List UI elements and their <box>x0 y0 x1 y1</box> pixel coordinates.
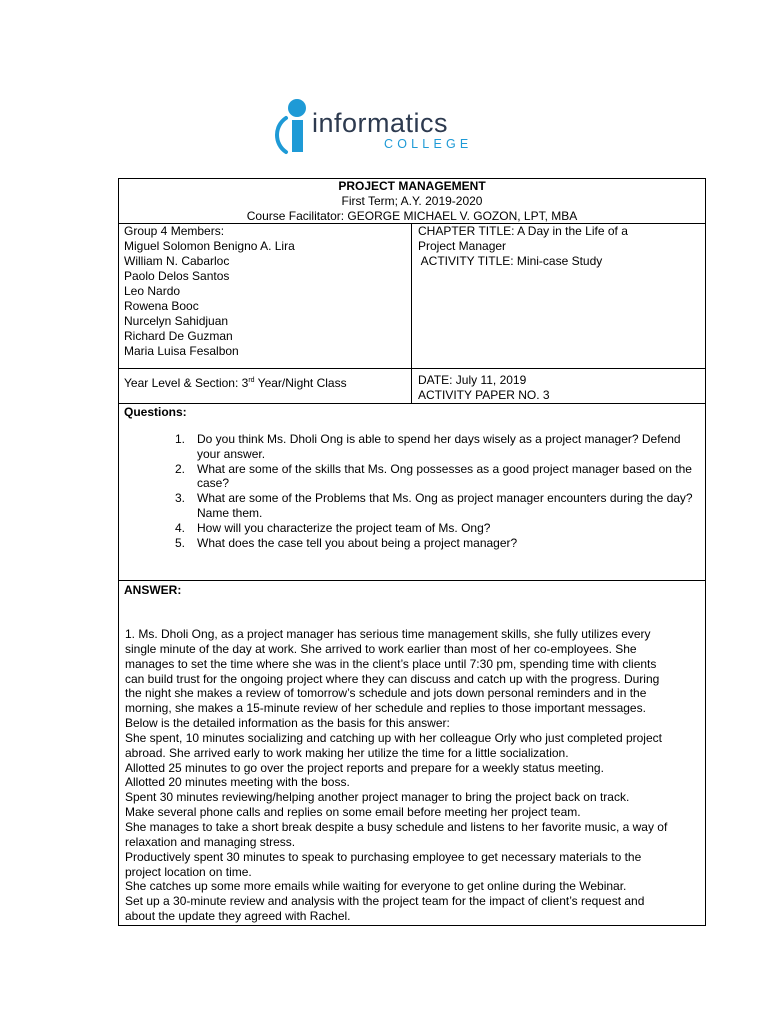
year-level <box>124 373 347 391</box>
year-level-prefix: Year Level & Section: 3 <box>124 376 249 390</box>
question-text: Name them. <box>197 505 263 520</box>
answer-line: 1. Ms. Dholi Ong, as a project manager has serious time management skills, she fully utilizes every <box>125 627 651 641</box>
year-level-ordinal: rd <box>248 377 255 384</box>
member-name: Miguel Solomon Benigno A. Lira <box>124 239 295 253</box>
answer-heading: ANSWER: <box>124 583 182 597</box>
question-number: 5. <box>174 535 185 550</box>
answer-line: abroad. She arrived early to work making her utilize the time for a little socialization. <box>125 745 569 760</box>
answer-line: manages to set the time where she was in the client’s place until 7:30 pm, spending time with clients <box>125 656 657 671</box>
chapter-title-cont: Project Manager <box>418 239 507 253</box>
college-logo <box>272 96 502 160</box>
question-item <box>147 491 707 521</box>
answer-line: can build trust for the ongoing project where they can discuss and catch up with the progress. During <box>125 671 660 686</box>
answer-line: Allotted 25 minutes to go over the project reports and prepare for a weekly status meeting. <box>125 760 604 775</box>
question-item <box>147 536 707 551</box>
member-name: Paolo Delos Santos <box>124 269 230 283</box>
question-text: Do you think Ms. Dholi Ong is able to spend her days wisely as a project manager? Defend <box>197 432 681 446</box>
question-text: case? <box>197 476 230 491</box>
answer-line: single minute of the day at work. She arrived to work earlier than most of her co-employees. She <box>125 641 637 656</box>
answer-line: Allotted 20 minutes meeting with the boss. <box>125 775 350 790</box>
member-name: William N. Cabarloc <box>124 254 230 268</box>
year-level-suffix: Year/Night Class <box>254 376 347 390</box>
question-number: 4. <box>174 520 185 535</box>
answer-line: about the update they agreed with Rachel. <box>125 909 351 924</box>
answer-line: Make several phone calls and replies on some email before meeting her project team. <box>125 805 581 820</box>
answer-line: Below is the detailed information as the basis for this answer: <box>125 716 450 731</box>
answer-line: morning, she makes a 15-minute review of her schedule and replies to those important messages. <box>125 701 646 716</box>
question-text: What are some of the Problems that Ms. Ong as project manager encounters during the day? <box>197 491 693 506</box>
members-heading: Group 4 Members: <box>124 224 225 238</box>
member-name: Richard De Guzman <box>124 329 233 343</box>
logo-subword: COLLEGE <box>384 137 473 151</box>
logo-wordmark: informatics <box>312 108 449 138</box>
answer-line: She manages to take a short break despite a busy schedule and listens to her favorite music, a way of <box>125 819 668 834</box>
chapter-title: CHAPTER TITLE: A Day in the Life of a <box>418 224 628 238</box>
answer-line: She catches up some more emails while waiting for everyone to get online during the Webinar. <box>125 879 627 894</box>
table-divider <box>119 368 705 369</box>
question-item <box>147 432 707 462</box>
question-item <box>147 521 707 536</box>
member-name: Maria Luisa Fesalbon <box>124 344 239 358</box>
answer-body <box>125 627 703 924</box>
questions-list <box>147 432 707 550</box>
activity-title: ACTIVITY TITLE: Mini-case Study <box>418 254 603 268</box>
member-name: Nurcelyn Sahidjuan <box>124 314 229 328</box>
activity-table <box>118 178 706 926</box>
term-line: First Term; A.Y. 2019-2020 <box>341 194 483 208</box>
answer-line: Spent 30 minutes reviewing/helping another project manager to bring the project back on track. <box>125 790 630 805</box>
member-name: Leo Nardo <box>124 284 181 298</box>
table-divider <box>119 580 705 581</box>
answer-line: project location on time. <box>125 864 252 879</box>
question-number: 3. <box>174 491 185 506</box>
question-number: 1. <box>174 432 185 446</box>
activity-paper-number: ACTIVITY PAPER NO. 3 <box>418 388 550 402</box>
question-number: 2. <box>174 461 185 476</box>
course-title: PROJECT MANAGEMENT <box>338 179 486 193</box>
question-item <box>147 462 707 492</box>
question-text: What does the case tell you about being a project manager? <box>197 535 518 550</box>
facilitator-line: Course Facilitator: GEORGE MICHAEL V. GOZON, LPT, MBA <box>246 209 578 223</box>
question-text: What are some of the skills that Ms. Ong possesses as a good project manager based on the <box>197 461 692 476</box>
answer-line: She spent, 10 minutes socializing and catching up with her colleague Orly who just completed project <box>125 730 662 745</box>
member-name: Rowena Booc <box>124 299 199 313</box>
question-text: How will you characterize the project team of Ms. Ong? <box>197 520 491 535</box>
answer-line: Set up a 30-minute review and analysis with the project team for the impact of client’s request and <box>125 894 645 909</box>
questions-heading: Questions: <box>124 405 187 419</box>
table-divider <box>119 403 705 404</box>
question-text: your answer. <box>197 446 266 461</box>
answer-line: relaxation and managing stress. <box>125 834 296 849</box>
answer-line: Productively spent 30 minutes to speak to purchasing employee to get necessary materials to the <box>125 849 642 864</box>
activity-date: DATE: July 11, 2019 <box>418 373 527 387</box>
table-divider <box>411 223 412 403</box>
answer-line: the night she makes a review of tomorrow’s schedule and jots down personal reminders and in the <box>125 686 647 701</box>
